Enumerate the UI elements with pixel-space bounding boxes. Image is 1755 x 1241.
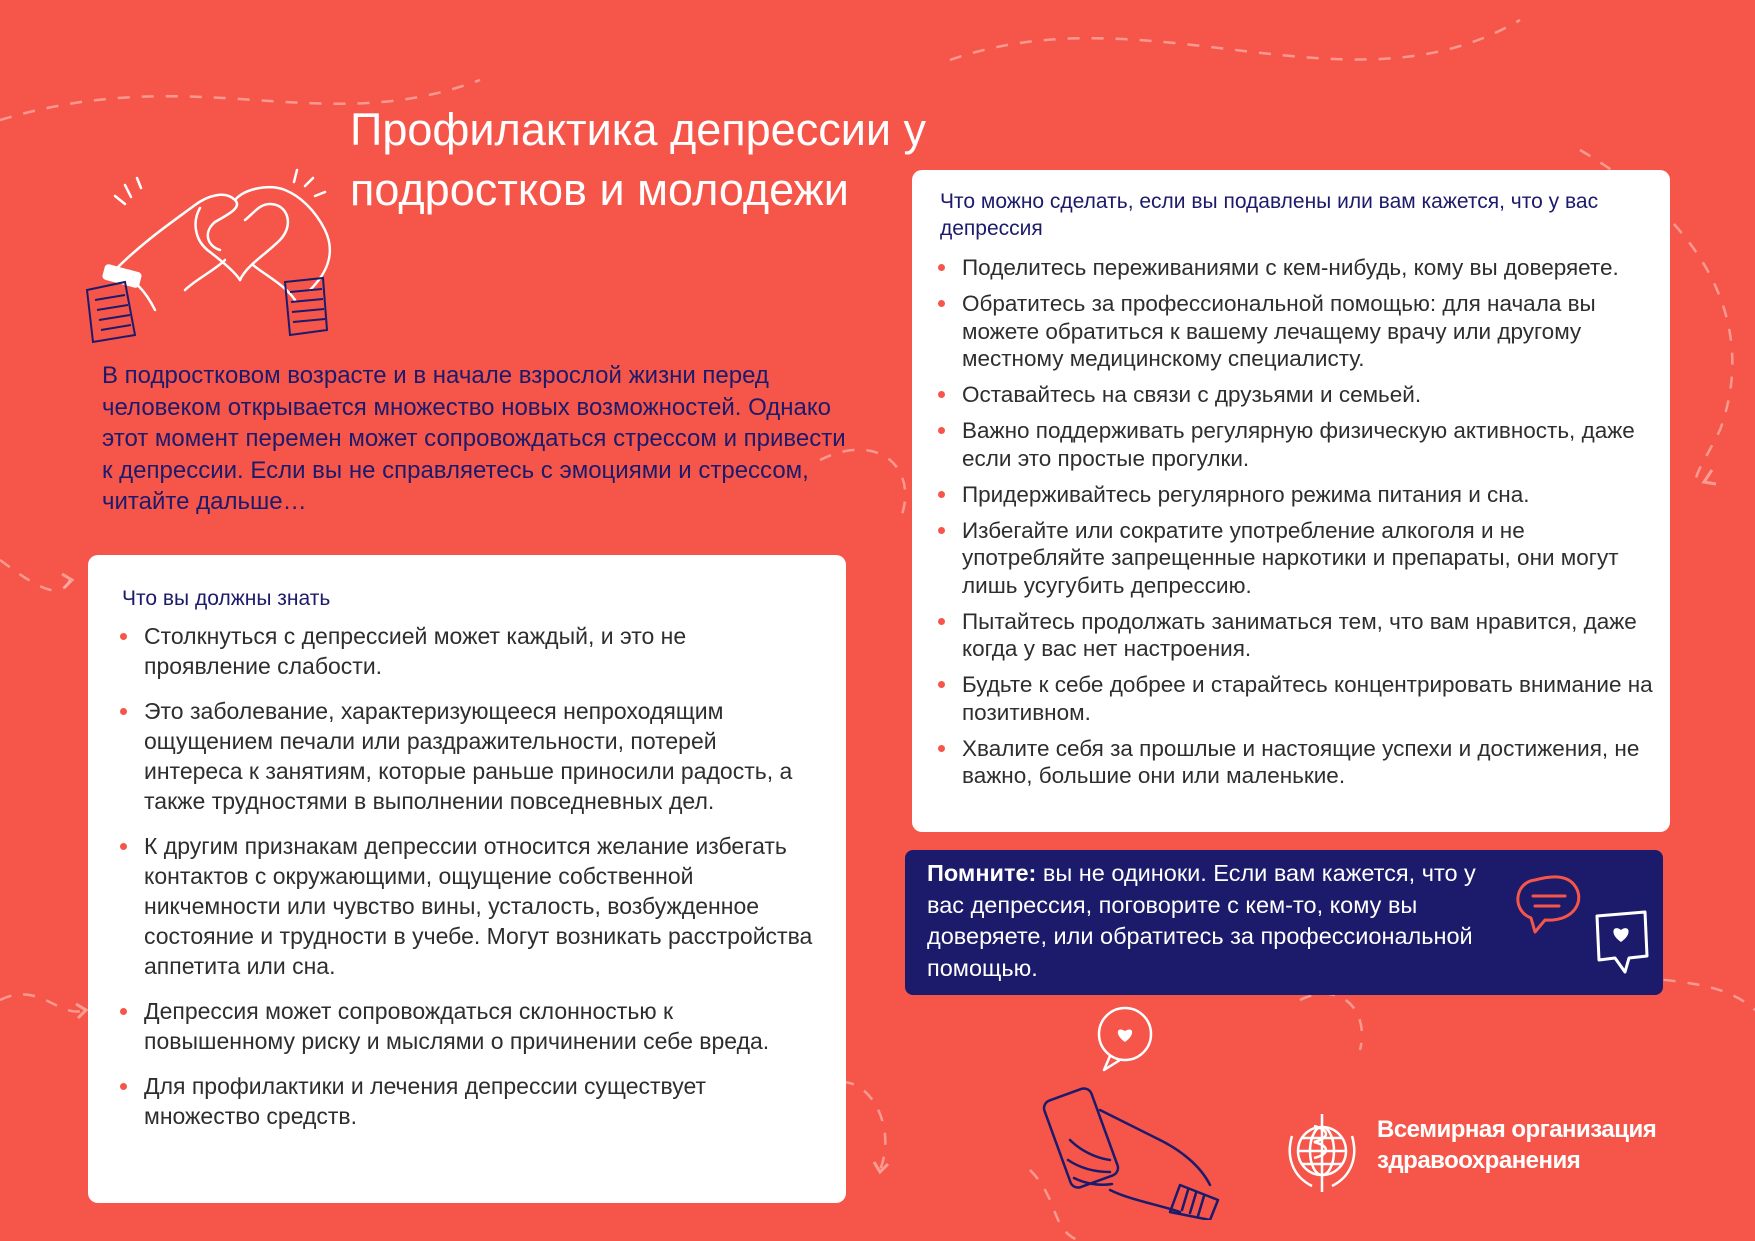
- list-item: [934, 481, 1654, 509]
- intro-paragraph: В подростковом возрасте и в начале взрослой жизни перед человеком открывается множество новых возможностей. Однако этот момент перемен может сопровождаться стрессом и привести к депрессии. Если вы не справляетесь с эмоциями и стрессом, читайте дальше…: [102, 362, 846, 515]
- list-item-text: Пытайтесь продолжать заниматься тем, что вам нравится, даже когда у вас нет настроения.: [962, 608, 1637, 661]
- list-item-text: Обратитесь за профессиональной помощью: для начала вы можете обратиться к вашему лечащему врачу или другому местному медицинскому специалисту.: [962, 291, 1596, 371]
- list-item: [934, 735, 1654, 790]
- bullet-dot-icon: [938, 391, 945, 398]
- bullet-dot-icon: [120, 708, 127, 715]
- know-list: [116, 621, 816, 1146]
- list-item: [934, 608, 1654, 663]
- remember-text: [927, 858, 1507, 984]
- list-item: [934, 517, 1654, 600]
- bullet-dot-icon: [938, 264, 945, 271]
- list-item-text: Избегайте или сократите употребление алкоголя и не употребляйте запрещенные наркотики и препараты, они могут лишь усугубить депрессию.: [962, 517, 1619, 598]
- list-item-text: Это заболевание, характеризующееся непроходящим ощущением печали или раздражительности, потерей интереса к занятиям, которые раньше приносили радость, а также трудностями в выполнении повседневных дел.: [144, 698, 793, 814]
- list-item-text: Оставайтесь на связи с друзьями и семьей.: [962, 382, 1422, 407]
- list-item-text: К другим признакам депрессии относится желание избегать контактов с окружающими, ощущение собственной никчемности или чувство вины, усталость, возбужденное состояние и трудности в учебе. Могут возникать расстройства аппетита или сна.: [144, 833, 813, 979]
- list-item-text: Придерживайтесь регулярного режима питания и сна.: [962, 481, 1530, 507]
- remember-body: вы не одиноки. Если вам кажется, что у вас депрессия, поговорите с кем-то, кому вы доверяете, или обратитесь за профессиональной помощью.: [927, 860, 1476, 981]
- list-item: [116, 696, 816, 816]
- remember-label: Помните:: [927, 860, 1037, 886]
- bullet-dot-icon: [938, 681, 945, 688]
- list-item: [934, 417, 1654, 472]
- list-item-text: Поделитесь переживаниями с кем-нибудь, кому вы доверяете.: [962, 255, 1619, 280]
- list-item: [934, 290, 1654, 373]
- know-heading: Что вы должны знать: [122, 587, 331, 610]
- who-emblem-icon: [1282, 1106, 1362, 1201]
- bullet-dot-icon: [120, 1083, 127, 1090]
- list-item: [934, 254, 1654, 282]
- bullet-dot-icon: [938, 491, 945, 498]
- bullet-dot-icon: [938, 618, 945, 625]
- list-item: [116, 1071, 816, 1131]
- bullet-dot-icon: [938, 427, 945, 434]
- todo-list: [934, 254, 1654, 798]
- list-item-text: Важно поддерживать регулярную физическую активность, даже если это простые прогулки.: [962, 418, 1635, 471]
- bullet-dot-icon: [938, 527, 945, 534]
- bullet-dot-icon: [120, 843, 127, 850]
- todo-heading: Что можно сделать, если вы подавлены или вам кажется, что у вас депрессия: [940, 190, 1599, 240]
- who-name: [1377, 1114, 1656, 1176]
- who-logo: [1282, 1102, 1682, 1222]
- list-item: [934, 671, 1654, 726]
- bullet-dot-icon: [120, 1008, 127, 1015]
- bullet-dot-icon: [938, 300, 945, 307]
- list-item-text: Хвалите себя за прошлые и настоящие успехи и достижения, не важно, большие они или маленькие.: [962, 735, 1640, 788]
- list-item-text: Столкнуться с депрессией может каждый, и это не проявление слабости.: [144, 623, 687, 679]
- bullet-dot-icon: [120, 633, 127, 640]
- todo-card: [912, 170, 1670, 832]
- chat-bubbles-icon: [1505, 860, 1655, 985]
- phone-hand-illustration: [1040, 1000, 1240, 1220]
- bullet-dot-icon: [938, 745, 945, 752]
- remember-box: [905, 850, 1663, 995]
- list-item: [116, 621, 816, 681]
- page-title: Профилактика депрессии у подростков и молодежи: [350, 104, 926, 215]
- know-card: [88, 555, 846, 1203]
- who-name-line2: здравоохранения: [1377, 1147, 1581, 1174]
- list-item: [934, 381, 1654, 409]
- list-item-text: Для профилактики и лечения депрессии существует множество средств.: [144, 1073, 707, 1129]
- who-name-line1: Всемирная организация: [1377, 1116, 1657, 1143]
- list-item-text: Депрессия может сопровождаться склонностью к повышенному риску и мыслями о причинении себе вреда.: [144, 998, 770, 1054]
- heart-hands-illustration: [75, 160, 375, 345]
- list-item: [116, 996, 816, 1056]
- list-item: [116, 831, 816, 981]
- list-item-text: Будьте к себе добрее и старайтесь концентрировать внимание на позитивном.: [962, 672, 1653, 725]
